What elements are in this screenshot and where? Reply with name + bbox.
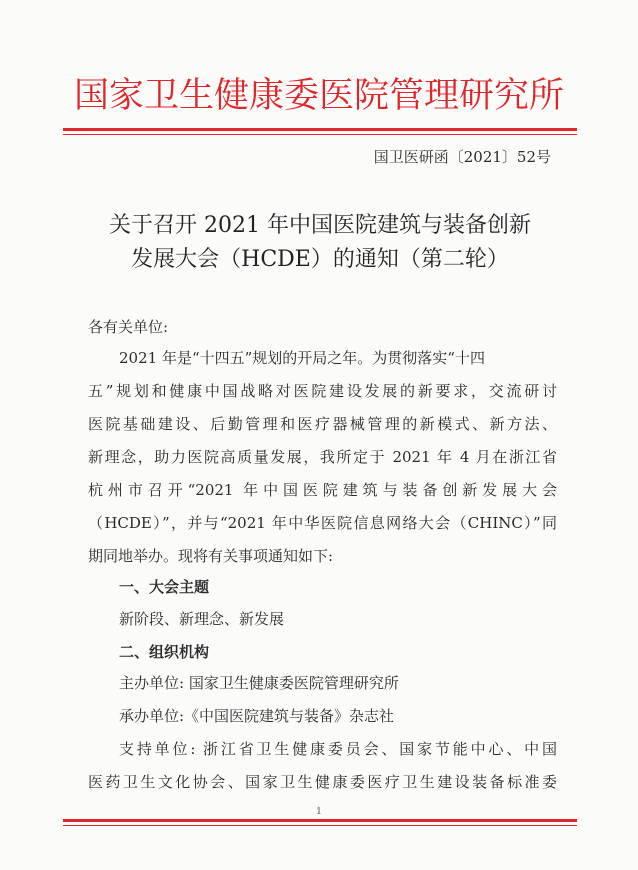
footer-rule-thin: [63, 825, 577, 826]
document-number: 国卫医研函〔2021〕52号: [373, 148, 551, 166]
document-title-line-1: 关于召开 2021 年中国医院建筑与装备创新: [109, 213, 531, 238]
salutation: 各有关单位:: [88, 318, 169, 336]
supporter-units-line-1: 支持单位: 浙江省卫生健康委员会、国家节能中心、中国: [119, 740, 557, 758]
letterhead-rule-thin: [63, 134, 577, 135]
organizer-unit: 承办单位:《中国医院建筑与装备》杂志社: [119, 707, 395, 725]
paragraph-line: （HCDE）”，并与“2021 年中华医院信息网络大会（CHINC）”同: [88, 514, 557, 532]
letterhead-rule-thick: [63, 128, 577, 131]
host-unit: 主办单位: 国家卫生健康委医院管理研究所: [119, 674, 399, 692]
paragraph-line: 新理念，助力医院高质量发展，我所定于 2021 年 4 月在浙江省: [88, 448, 557, 466]
paragraph-line: 2021 年是“十四五”规划的开局之年。为贯彻落实“十四: [119, 349, 485, 367]
section-text-theme: 新阶段、新理念、新发展: [119, 610, 285, 628]
section-heading-organization: 二、组织机构: [119, 643, 210, 661]
paragraph-line: 五”规划和健康中国战略对医院建设发展的新要求，交流研讨: [88, 382, 557, 400]
section-heading-theme: 一、大会主题: [119, 578, 210, 596]
paragraph-line: 期同地举办。现将有关事项通知如下:: [88, 547, 334, 565]
organization-letterhead: 国家卫生健康委医院管理研究所: [73, 76, 564, 116]
paragraph-line: 杭州市召开“2021 年中国医院建筑与装备创新发展大会: [88, 481, 557, 499]
paragraph-line: 医院基础建设、后勤管理和医疗器械管理的新模式、新方法、: [88, 415, 557, 433]
footer-rule-thick: [63, 819, 577, 822]
supporter-units-line-2: 医药卫生文化协会、国家卫生健康委医疗卫生建设装备标准委: [88, 773, 557, 791]
document-title-line-2: 发展大会（HCDE）的通知（第二轮）: [131, 247, 509, 272]
page-number: 1: [316, 807, 322, 817]
